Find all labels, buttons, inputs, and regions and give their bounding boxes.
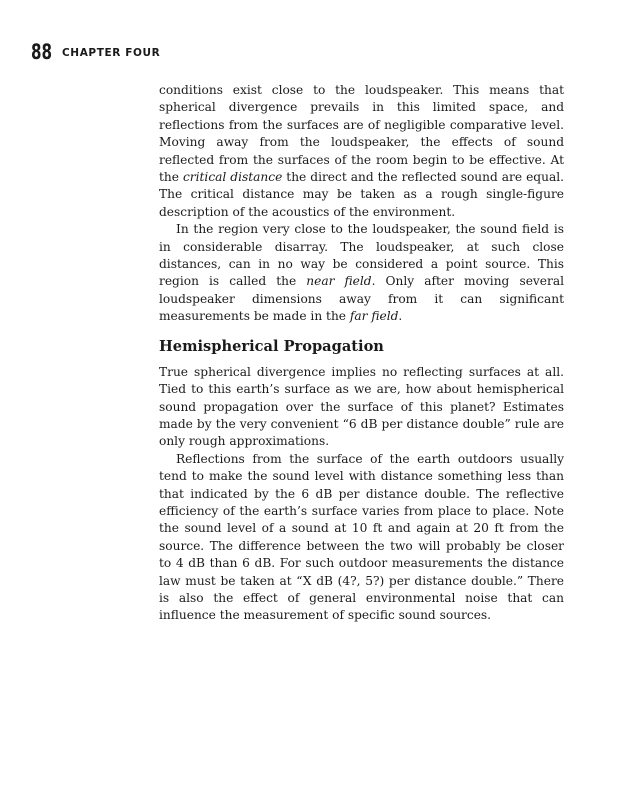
paragraph-2-text-c: . (398, 309, 403, 324)
running-head (31, 42, 160, 63)
paragraph-2-text-a: In the region very close to the loudspeaker, the sound field is in considerable disarray. The loudspeaker, at such close distances, can in no way be considered a point source. This region is called the (159, 222, 564, 289)
paragraph-1 (159, 82, 564, 221)
paragraph-1-text-a: conditions exist close to the loudspeaker. This means that spherical divergence prevails in this limited space, and reflections from the surfaces are of negligible comparative level. Moving away from the loudspeaker, the effects of sound reflected from the surfaces of the room begin to be effective. At the (159, 83, 564, 185)
paragraph-2 (159, 221, 564, 325)
page-number: 88 (31, 40, 53, 64)
section-heading: Hemispherical Propagation (159, 337, 384, 355)
paragraph-3: True spherical divergence implies no reflecting surfaces at all. Tied to this earth’s surface as we are, how about hemispherical sound propagation over the surface of this planet? Estimates made by the very convenient “6 dB per distance double” rule are only rough approximations. (159, 364, 564, 449)
body-text (159, 82, 564, 625)
paragraph-1-text-b: the direct and the reflected sound are equal. The critical distance may be taken as a rough single-figure description of the acoustics of the environment. (159, 170, 564, 219)
paragraph-4: Reflections from the surface of the earth outdoors usually tend to make the sound level with distance something less than that indicated by the 6 dB per distance double. The reflective efficiency of the earth’s surface varies from place to place. Note the sound level of a sound at 10 ft and again at 20 ft from the source. The difference between the two will probably be closer to 4 dB than 6 dB. For such outdoor measurements the distance law must be taken at “X dB (4?, 5?) per distance double.” There is also the effect of general environmental noise that can influence the measurement of specific sound sources. (159, 451, 564, 623)
term-near-field: near field (306, 274, 372, 289)
term-critical-distance: critical distance (182, 170, 283, 185)
term-far-field: far field (349, 309, 399, 324)
chapter-label: CHAPTER FOUR (62, 46, 161, 59)
paragraph-2-text-b: . Only after moving several loudspeaker dimensions away from it can significant measurements be made in the (159, 274, 564, 324)
